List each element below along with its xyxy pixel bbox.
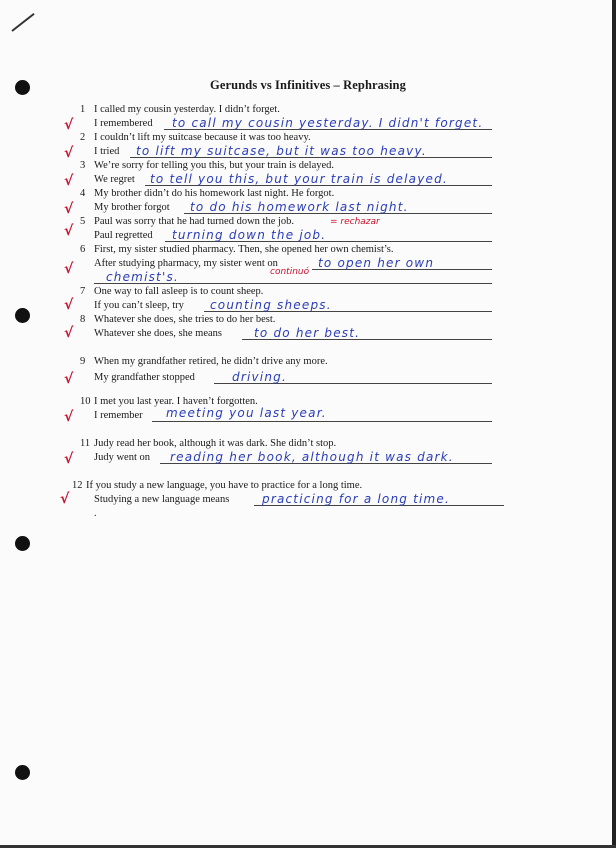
item-prompt: We’re sorry for telling you this, but your train is delayed.: [94, 160, 335, 171]
handwritten-answer: counting sheeps.: [210, 298, 332, 312]
item-stem: Whatever she does, she means: [94, 328, 222, 339]
item-prompt: One way to fall asleep is to count sheep.: [94, 286, 264, 297]
handwritten-answer: reading her book, although it was dark.: [170, 450, 454, 464]
item-prompt: Paul was sorry that he had turned down the job.: [94, 216, 295, 227]
item-prompt: My brother didn’t do his homework last night. He forgot.: [94, 188, 335, 199]
punch-hole: [15, 308, 30, 323]
stray-dot: .: [94, 508, 97, 519]
item-stem: If you can’t sleep, try: [94, 300, 184, 311]
item-prompt: Judy read her book, although it was dark. She didn’t stop.: [94, 438, 337, 449]
item-prompt: Whatever she does, she tries to do her best.: [94, 314, 276, 325]
handwritten-answer: to open her own: [318, 256, 435, 270]
item-stem: Paul regretted: [94, 230, 153, 241]
check-mark: √: [64, 173, 74, 189]
item-prompt: I called my cousin yesterday. I didn’t forget.: [94, 104, 280, 115]
item-prompt: If you study a new language, you have to practice for a long time.: [86, 480, 363, 491]
item-number: 2: [80, 132, 86, 143]
handwritten-answer: to do her best.: [254, 326, 361, 340]
item-number: 4: [80, 188, 86, 199]
item-number: 1: [80, 104, 86, 115]
item-stem: My grandfather stopped: [94, 372, 195, 383]
item-number: 12: [72, 480, 83, 491]
item-number: 10: [80, 396, 91, 407]
item-number: 8: [80, 314, 86, 325]
check-mark: √: [64, 409, 74, 425]
pencil-stroke: [11, 13, 34, 32]
handwritten-answer: to tell you this, but your train is delayed.: [150, 172, 448, 186]
handwritten-answer: practicing for a long time.: [262, 492, 451, 506]
scan-edge-right: [612, 0, 616, 848]
check-mark: √: [64, 261, 74, 277]
item-stem: I remembered: [94, 118, 153, 129]
item-number: 5: [80, 216, 86, 227]
check-mark: √: [64, 145, 74, 161]
item-number: 11: [80, 438, 91, 449]
item-stem: Studying a new language means: [94, 494, 230, 505]
check-mark: √: [64, 371, 74, 387]
handwritten-answer: meeting you last year.: [166, 406, 327, 420]
handwritten-answer: to do his homework last night.: [190, 200, 409, 214]
check-mark: √: [64, 117, 74, 133]
item-stem: My brother forgot: [94, 202, 170, 213]
punch-hole: [15, 765, 30, 780]
check-mark: √: [64, 325, 74, 341]
item-stem: Judy went on: [94, 452, 150, 463]
item-stem: I tried: [94, 146, 120, 157]
handwritten-answer: to lift my suitcase, but it was too heavy.: [136, 144, 427, 158]
item-number: 7: [80, 286, 86, 297]
item-stem: After studying pharmacy, my sister went on: [94, 258, 278, 269]
check-mark: √: [64, 297, 74, 313]
check-mark: √: [64, 223, 74, 239]
handwritten-answer: turning down the job.: [172, 228, 327, 242]
check-mark: √: [60, 491, 70, 507]
item-number: 9: [80, 356, 86, 367]
teacher-note: continuó: [270, 267, 310, 277]
answer-line: [152, 421, 492, 422]
item-stem: We regret: [94, 174, 135, 185]
item-prompt: I couldn’t lift my suitcase because it was too heavy.: [94, 132, 311, 143]
punch-hole: [15, 536, 30, 551]
handwritten-answer: driving.: [232, 370, 287, 384]
worksheet-title: Gerunds vs Infinitives – Rephrasing: [210, 78, 406, 92]
check-mark: √: [64, 451, 74, 467]
item-prompt: First, my sister studied pharmacy. Then, she opened her own chemist’s.: [94, 244, 394, 255]
handwritten-answer-cont: chemist's.: [106, 270, 179, 284]
item-stem: I remember: [94, 410, 143, 421]
item-number: 3: [80, 160, 86, 171]
check-mark: √: [64, 201, 74, 217]
handwritten-answer: to call my cousin yesterday. I didn't forget.: [172, 116, 484, 130]
item-number: 6: [80, 244, 86, 255]
item-prompt: I met you last year. I haven’t forgotten.: [94, 396, 258, 407]
item-prompt: When my grandfather retired, he didn’t drive any more.: [94, 356, 328, 367]
teacher-note: = rechazar: [330, 217, 380, 227]
